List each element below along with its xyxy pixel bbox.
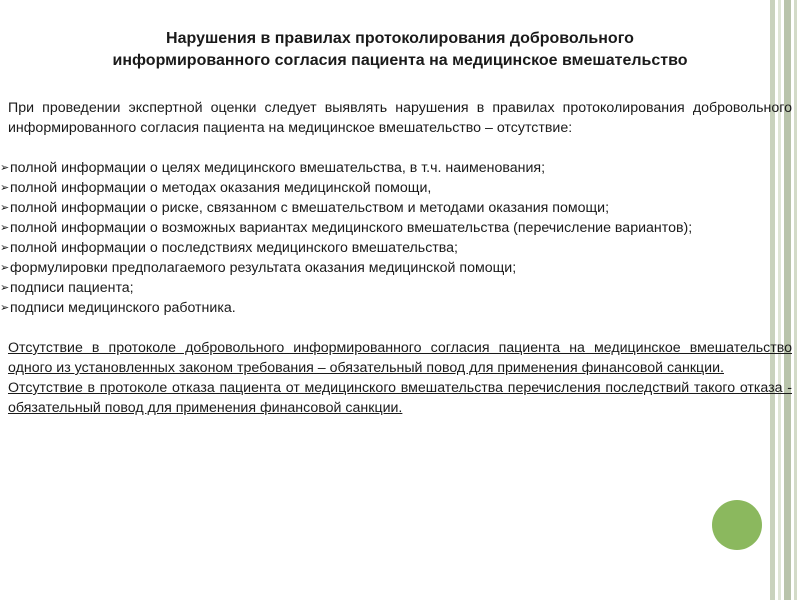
list-item-text: полной информации о целях медицинского вмешательства, в т.ч. наименования; [10, 160, 546, 176]
list-item-text: полной информации о риске, связанном с вмешательством и методами оказания помощи; [10, 200, 610, 216]
list-item [0, 258, 792, 278]
arrow-bullet-icon: ➢ [0, 202, 10, 214]
arrow-bullet-icon: ➢ [0, 222, 10, 234]
list-item [0, 178, 792, 198]
list-item [0, 238, 792, 258]
arrow-bullet-icon: ➢ [0, 282, 10, 294]
arrow-bullet-icon: ➢ [0, 262, 10, 274]
arrow-bullet-icon: ➢ [0, 302, 10, 314]
list-item-text: подписи пациента; [10, 280, 134, 296]
title-line-2: информированного согласия пациента на медицинское вмешательство [112, 52, 688, 69]
slide-content [0, 98, 792, 418]
list-item-text: полной информации о возможных вариантах медицинского вмешательства (перечисление вариантов); [10, 220, 693, 236]
slide-title [20, 28, 780, 72]
list-item [0, 218, 792, 238]
list-item-text: полной информации о методах оказания медицинской помощи, [10, 180, 432, 196]
sanction-notes [8, 338, 792, 418]
list-item [0, 278, 792, 298]
violations-list [0, 158, 792, 318]
arrow-bullet-icon: ➢ [0, 182, 10, 194]
intro-paragraph: При проведении экспертной оценки следует выявлять нарушения в правилах протоколирования добровольного информированного согласия пациента на медицинское вмешательство – отсутствие: [8, 100, 792, 136]
list-item-text: полной информации о последствиях медицинского вмешательства; [10, 240, 458, 256]
sanction-note-consent: Отсутствие в протоколе добровольного информированного согласия пациента на медицинское вмешательство одного из установленных законом требования – обязательный повод для применения финансовой санкции. [8, 340, 792, 376]
arrow-bullet-icon: ➢ [0, 162, 10, 174]
arrow-bullet-icon: ➢ [0, 242, 10, 254]
decorative-circle [712, 500, 762, 550]
list-item [0, 298, 792, 318]
title-line-1: Нарушения в правилах протоколирования добровольного [166, 30, 634, 47]
list-item-text: подписи медицинского работника. [10, 300, 236, 316]
sanction-note-refusal: Отсутствие в протоколе отказа пациента от медицинского вмешательства перечисления последствий такого отказа - обязательный повод для применения финансовой санкции. [8, 380, 792, 416]
stripe [794, 0, 797, 600]
list-item [0, 198, 792, 218]
list-item [0, 158, 792, 178]
list-item-text: формулировки предполагаемого результата оказания медицинской помощи; [10, 260, 517, 276]
